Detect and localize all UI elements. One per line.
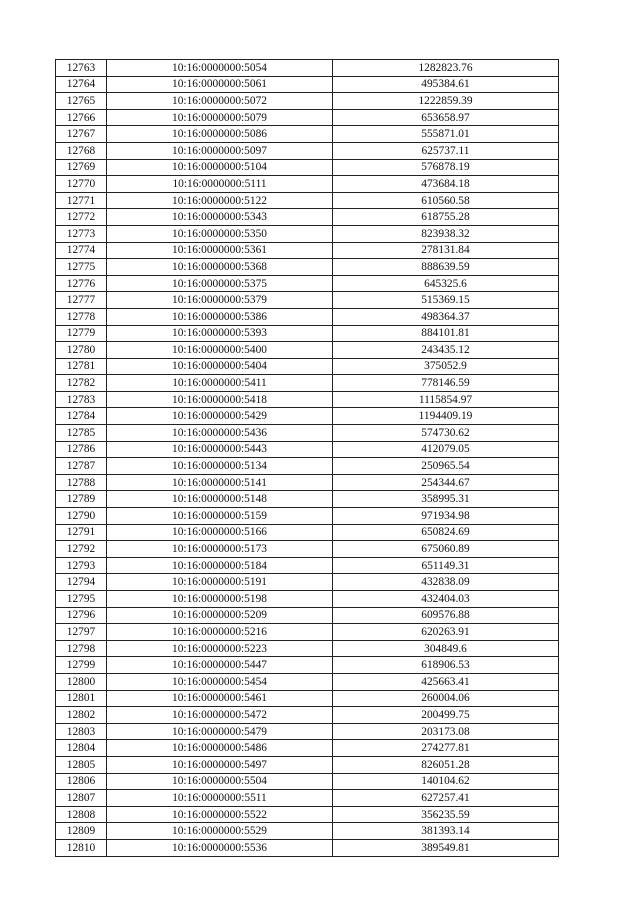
cadastral-number-cell: 10:16:0000000:5454 (107, 673, 333, 690)
amount-cell: 412079.05 (333, 441, 559, 458)
table-row (56, 441, 559, 458)
amount-cell: 515369.15 (333, 292, 559, 309)
amount-cell: 495384.61 (333, 76, 559, 93)
table-row (56, 192, 559, 209)
amount-cell: 618906.53 (333, 657, 559, 674)
cadastral-number-cell: 10:16:0000000:5184 (107, 557, 333, 574)
cadastral-number-cell: 10:16:0000000:5361 (107, 242, 333, 259)
row-number-cell: 12803 (56, 723, 107, 740)
amount-cell: 627257.41 (333, 790, 559, 807)
row-number-cell: 12764 (56, 76, 107, 93)
row-number-cell: 12808 (56, 806, 107, 823)
cadastral-number-cell: 10:16:0000000:5536 (107, 839, 333, 856)
cadastral-number-cell: 10:16:0000000:5447 (107, 657, 333, 674)
table-row (56, 508, 559, 525)
amount-cell: 425663.41 (333, 673, 559, 690)
cadastral-number-cell: 10:16:0000000:5443 (107, 441, 333, 458)
row-number-cell: 12788 (56, 474, 107, 491)
table-row (56, 425, 559, 442)
row-number-cell: 12782 (56, 375, 107, 392)
cadastral-number-cell: 10:16:0000000:5079 (107, 109, 333, 126)
row-number-cell: 12779 (56, 325, 107, 342)
amount-cell: 254344.67 (333, 474, 559, 491)
table-row (56, 756, 559, 773)
table-row (56, 474, 559, 491)
amount-cell: 243435.12 (333, 342, 559, 359)
row-number-cell: 12804 (56, 740, 107, 757)
row-number-cell: 12790 (56, 508, 107, 525)
cadastral-number-cell: 10:16:0000000:5375 (107, 275, 333, 292)
row-number-cell: 12781 (56, 358, 107, 375)
table-row (56, 707, 559, 724)
row-number-cell: 12773 (56, 225, 107, 242)
table-row (56, 740, 559, 757)
cadastral-number-cell: 10:16:0000000:5393 (107, 325, 333, 342)
row-number-cell: 12768 (56, 142, 107, 159)
cadastral-number-cell: 10:16:0000000:5497 (107, 756, 333, 773)
cadastral-number-cell: 10:16:0000000:5191 (107, 574, 333, 591)
row-number-cell: 12789 (56, 491, 107, 508)
row-number-cell: 12785 (56, 425, 107, 442)
cadastral-number-cell: 10:16:0000000:5111 (107, 176, 333, 193)
row-number-cell: 12791 (56, 524, 107, 541)
row-number-cell: 12770 (56, 176, 107, 193)
amount-cell: 140104.62 (333, 773, 559, 790)
amount-cell: 888639.59 (333, 259, 559, 276)
cadastral-number-cell: 10:16:0000000:5472 (107, 707, 333, 724)
cadastral-number-cell: 10:16:0000000:5400 (107, 342, 333, 359)
row-number-cell: 12784 (56, 408, 107, 425)
table-row (56, 408, 559, 425)
row-number-cell: 12772 (56, 209, 107, 226)
amount-cell: 610560.58 (333, 192, 559, 209)
amount-cell: 971934.98 (333, 508, 559, 525)
row-number-cell: 12771 (56, 192, 107, 209)
amount-cell: 304849.6 (333, 640, 559, 657)
table-row (56, 773, 559, 790)
table-row (56, 126, 559, 143)
table-row (56, 574, 559, 591)
amount-cell: 473684.18 (333, 176, 559, 193)
table-row (56, 823, 559, 840)
amount-cell: 260004.06 (333, 690, 559, 707)
table-row (56, 839, 559, 856)
row-number-cell: 12797 (56, 624, 107, 641)
cadastral-number-cell: 10:16:0000000:5479 (107, 723, 333, 740)
cadastral-number-cell: 10:16:0000000:5198 (107, 591, 333, 608)
table-row (56, 640, 559, 657)
row-number-cell: 12776 (56, 275, 107, 292)
row-number-cell: 12805 (56, 756, 107, 773)
row-number-cell: 12798 (56, 640, 107, 657)
table-body (56, 60, 559, 857)
table-row (56, 391, 559, 408)
amount-cell: 823938.32 (333, 225, 559, 242)
cadastral-number-cell: 10:16:0000000:5097 (107, 142, 333, 159)
cadastral-number-cell: 10:16:0000000:5511 (107, 790, 333, 807)
table-row (56, 342, 559, 359)
table-row (56, 458, 559, 475)
row-number-cell: 12775 (56, 259, 107, 276)
data-table (55, 59, 559, 857)
row-number-cell: 12806 (56, 773, 107, 790)
row-number-cell: 12774 (56, 242, 107, 259)
amount-cell: 653658.97 (333, 109, 559, 126)
cadastral-number-cell: 10:16:0000000:5148 (107, 491, 333, 508)
table-row (56, 358, 559, 375)
cadastral-number-cell: 10:16:0000000:5209 (107, 607, 333, 624)
amount-cell: 1222859.39 (333, 93, 559, 110)
row-number-cell: 12807 (56, 790, 107, 807)
table-row (56, 142, 559, 159)
table-row (56, 557, 559, 574)
table-row (56, 93, 559, 110)
amount-cell: 250965.54 (333, 458, 559, 475)
table-row (56, 624, 559, 641)
amount-cell: 356235.59 (333, 806, 559, 823)
row-number-cell: 12763 (56, 60, 107, 77)
table-row (56, 541, 559, 558)
cadastral-number-cell: 10:16:0000000:5350 (107, 225, 333, 242)
amount-cell: 826051.28 (333, 756, 559, 773)
cadastral-number-cell: 10:16:0000000:5061 (107, 76, 333, 93)
cadastral-number-cell: 10:16:0000000:5223 (107, 640, 333, 657)
table-row (56, 325, 559, 342)
table-row (56, 375, 559, 392)
row-number-cell: 12793 (56, 557, 107, 574)
amount-cell: 609576.88 (333, 607, 559, 624)
table-row (56, 76, 559, 93)
amount-cell: 498364.37 (333, 308, 559, 325)
cadastral-number-cell: 10:16:0000000:5461 (107, 690, 333, 707)
cadastral-number-cell: 10:16:0000000:5166 (107, 524, 333, 541)
table-row (56, 259, 559, 276)
table-row (56, 242, 559, 259)
table-row (56, 607, 559, 624)
cadastral-number-cell: 10:16:0000000:5072 (107, 93, 333, 110)
table-row (56, 292, 559, 309)
cadastral-number-cell: 10:16:0000000:5411 (107, 375, 333, 392)
row-number-cell: 12796 (56, 607, 107, 624)
amount-cell: 645325.6 (333, 275, 559, 292)
row-number-cell: 12800 (56, 673, 107, 690)
amount-cell: 1194409.19 (333, 408, 559, 425)
table-row (56, 209, 559, 226)
cadastral-number-cell: 10:16:0000000:5054 (107, 60, 333, 77)
amount-cell: 650824.69 (333, 524, 559, 541)
cadastral-number-cell: 10:16:0000000:5404 (107, 358, 333, 375)
row-number-cell: 12799 (56, 657, 107, 674)
amount-cell: 274277.81 (333, 740, 559, 757)
table-row (56, 176, 559, 193)
cadastral-number-cell: 10:16:0000000:5379 (107, 292, 333, 309)
table-row (56, 60, 559, 77)
cadastral-number-cell: 10:16:0000000:5418 (107, 391, 333, 408)
amount-cell: 651149.31 (333, 557, 559, 574)
cadastral-number-cell: 10:16:0000000:5429 (107, 408, 333, 425)
amount-cell: 278131.84 (333, 242, 559, 259)
amount-cell: 432838.09 (333, 574, 559, 591)
cadastral-number-cell: 10:16:0000000:5122 (107, 192, 333, 209)
row-number-cell: 12795 (56, 591, 107, 608)
row-number-cell: 12777 (56, 292, 107, 309)
table-row (56, 723, 559, 740)
cadastral-number-cell: 10:16:0000000:5216 (107, 624, 333, 641)
cadastral-number-cell: 10:16:0000000:5522 (107, 806, 333, 823)
amount-cell: 358995.31 (333, 491, 559, 508)
table-row (56, 491, 559, 508)
amount-cell: 778146.59 (333, 375, 559, 392)
amount-cell: 432404.03 (333, 591, 559, 608)
row-number-cell: 12780 (56, 342, 107, 359)
amount-cell: 618755.28 (333, 209, 559, 226)
cadastral-number-cell: 10:16:0000000:5141 (107, 474, 333, 491)
row-number-cell: 12767 (56, 126, 107, 143)
row-number-cell: 12809 (56, 823, 107, 840)
table-row (56, 109, 559, 126)
cadastral-number-cell: 10:16:0000000:5159 (107, 508, 333, 525)
row-number-cell: 12765 (56, 93, 107, 110)
row-number-cell: 12787 (56, 458, 107, 475)
row-number-cell: 12766 (56, 109, 107, 126)
amount-cell: 203173.08 (333, 723, 559, 740)
amount-cell: 375052.9 (333, 358, 559, 375)
row-number-cell: 12792 (56, 541, 107, 558)
cadastral-number-cell: 10:16:0000000:5343 (107, 209, 333, 226)
row-number-cell: 12801 (56, 690, 107, 707)
cadastral-number-cell: 10:16:0000000:5436 (107, 425, 333, 442)
table-row (56, 690, 559, 707)
amount-cell: 675060.89 (333, 541, 559, 558)
amount-cell: 381393.14 (333, 823, 559, 840)
amount-cell: 1115854.97 (333, 391, 559, 408)
table-row (56, 225, 559, 242)
cadastral-number-cell: 10:16:0000000:5173 (107, 541, 333, 558)
table-row (56, 308, 559, 325)
table-row (56, 806, 559, 823)
cadastral-number-cell: 10:16:0000000:5134 (107, 458, 333, 475)
cadastral-number-cell: 10:16:0000000:5386 (107, 308, 333, 325)
cadastral-number-cell: 10:16:0000000:5368 (107, 259, 333, 276)
table-row (56, 591, 559, 608)
row-number-cell: 12786 (56, 441, 107, 458)
cadastral-number-cell: 10:16:0000000:5529 (107, 823, 333, 840)
cadastral-number-cell: 10:16:0000000:5504 (107, 773, 333, 790)
row-number-cell: 12783 (56, 391, 107, 408)
table-row (56, 790, 559, 807)
amount-cell: 620263.91 (333, 624, 559, 641)
amount-cell: 555871.01 (333, 126, 559, 143)
table-row (56, 159, 559, 176)
amount-cell: 884101.81 (333, 325, 559, 342)
amount-cell: 1282823.76 (333, 60, 559, 77)
amount-cell: 576878.19 (333, 159, 559, 176)
table-row (56, 275, 559, 292)
amount-cell: 574730.62 (333, 425, 559, 442)
amount-cell: 200499.75 (333, 707, 559, 724)
row-number-cell: 12794 (56, 574, 107, 591)
row-number-cell: 12802 (56, 707, 107, 724)
amount-cell: 389549.81 (333, 839, 559, 856)
amount-cell: 625737.11 (333, 142, 559, 159)
cadastral-number-cell: 10:16:0000000:5086 (107, 126, 333, 143)
table-row (56, 673, 559, 690)
row-number-cell: 12810 (56, 839, 107, 856)
row-number-cell: 12778 (56, 308, 107, 325)
row-number-cell: 12769 (56, 159, 107, 176)
table-row (56, 657, 559, 674)
cadastral-number-cell: 10:16:0000000:5486 (107, 740, 333, 757)
cadastral-number-cell: 10:16:0000000:5104 (107, 159, 333, 176)
table-row (56, 524, 559, 541)
